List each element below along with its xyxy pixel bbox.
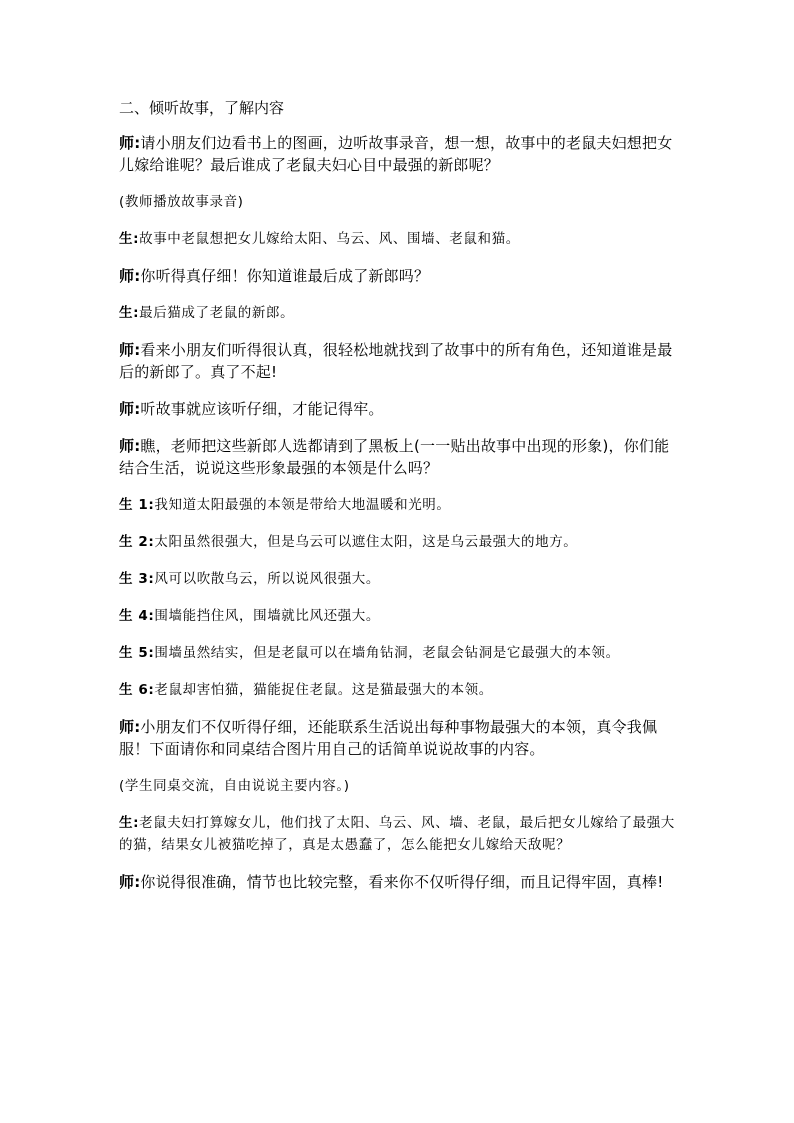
speaker-label: 生 6: — [119, 682, 155, 698]
speaker-label: 生 1: — [119, 497, 155, 513]
speaker-label: 师: — [119, 437, 141, 455]
speaker-label: 师: — [119, 341, 141, 359]
dialogue-paragraph — [119, 228, 679, 250]
speaker-label: 师: — [119, 873, 141, 891]
dialogue-paragraph — [119, 435, 679, 479]
speaker-label: 师: — [119, 718, 141, 736]
dialogue-text: 老鼠夫妇打算嫁女儿，他们找了太阳、乌云、风、墙、老鼠，最后把女儿嫁给了最强大的猫，结果女儿被猫吃掉了，真是太愚蠢了，怎么能把女儿嫁给天敌呢？ — [119, 815, 675, 853]
dialogue-paragraph — [119, 339, 679, 383]
dialogue-paragraph — [119, 716, 679, 760]
speaker-label: 生 5: — [119, 645, 155, 661]
dialogue-text: 听故事就应该听仔细，才能记得牢。 — [140, 400, 384, 418]
stage-direction — [119, 775, 679, 797]
speaker-label: 生: — [119, 815, 140, 831]
dialogue-text: 我知道太阳最强的本领是带给大地温暖和光明。 — [154, 497, 451, 513]
section-heading: 二、倾听故事，了解内容 — [119, 99, 285, 117]
dialogue-text: 看来小朋友们听得很认真，很轻松地就找到了故事中的所有角色，还知道谁是最后的新郎了。真了不起! — [119, 341, 673, 381]
speaker-label: 生: — [119, 305, 140, 321]
dialogue-text: 围墙能挡住风，围墙就比风还强大。 — [154, 608, 381, 624]
speaker-label: 师: — [119, 400, 141, 418]
dialogue-paragraph — [119, 568, 679, 590]
speaker-label: 师: — [119, 267, 141, 285]
speaker-label: 生: — [119, 231, 140, 247]
dialogue-paragraph — [119, 642, 679, 664]
dialogue-text: 最后猫成了老鼠的新郎。 — [139, 305, 295, 321]
dialogue-paragraph — [119, 605, 679, 627]
dialogue-text: 你听得真仔细！你知道谁最后成了新郎吗？ — [140, 267, 430, 285]
dialogue-text: 风可以吹散乌云，所以说风很强大。 — [154, 571, 381, 587]
speaker-label: 生 2: — [119, 534, 155, 550]
stage-direction — [119, 191, 679, 213]
dialogue-paragraph — [119, 679, 679, 701]
dialogue-paragraph — [119, 494, 679, 516]
speaker-label: 生 4: — [119, 608, 155, 624]
dialogue-paragraph — [119, 871, 679, 893]
dialogue-text: 太阳虽然很强大，但是乌云可以遮住太阳，这是乌云最强大的地方。 — [154, 534, 578, 550]
stage-direction-text: (学生同桌交流，自由说说主要内容。) — [119, 778, 350, 794]
dialogue-paragraph — [119, 531, 679, 553]
dialogue-paragraph — [119, 302, 679, 324]
lesson-content — [119, 98, 679, 908]
dialogue-text: 瞧，老师把这些新郎人选都请到了黑板上(一一贴出故事中出现的形象)，你们能结合生活，说说这些形象最强的本领是什么吗？ — [119, 437, 670, 477]
dialogue-text: 你说得很准确，情节也比较完整，看来你不仅听得仔细，而且记得牢固，真棒! — [140, 873, 664, 891]
dialogue-paragraph — [119, 132, 679, 176]
dialogue-text: 故事中老鼠想把女儿嫁给太阳、乌云、风、围墙、老鼠和猫。 — [139, 231, 520, 247]
speaker-label: 生 3: — [119, 571, 155, 587]
dialogue-text: 围墙虽然结实，但是老鼠可以在墙角钻洞，老鼠会钻洞是它最强大的本领。 — [154, 645, 620, 661]
dialogue-text: 请小朋友们边看书上的图画，边听故事录音，想一想，故事中的老鼠夫妇想把女儿嫁给谁呢？最后谁成了老鼠夫妇心目中最强的新郎呢？ — [119, 134, 673, 174]
dialogue-paragraph — [119, 265, 679, 287]
speaker-label: 师: — [119, 134, 141, 152]
dialogue-paragraph — [119, 398, 679, 420]
dialogue-text: 老鼠却害怕猫，猫能捉住老鼠。这是猫最强大的本领。 — [154, 682, 493, 698]
stage-direction-text: (教师播放故事录音) — [119, 194, 244, 210]
dialogue-text: 小朋友们不仅听得仔细，还能联系生活说出每种事物最强大的本领，真令我佩服！下面请你和同桌结合图片用自己的话简单说说故事的内容。 — [119, 718, 658, 758]
dialogue-paragraph — [119, 812, 679, 856]
